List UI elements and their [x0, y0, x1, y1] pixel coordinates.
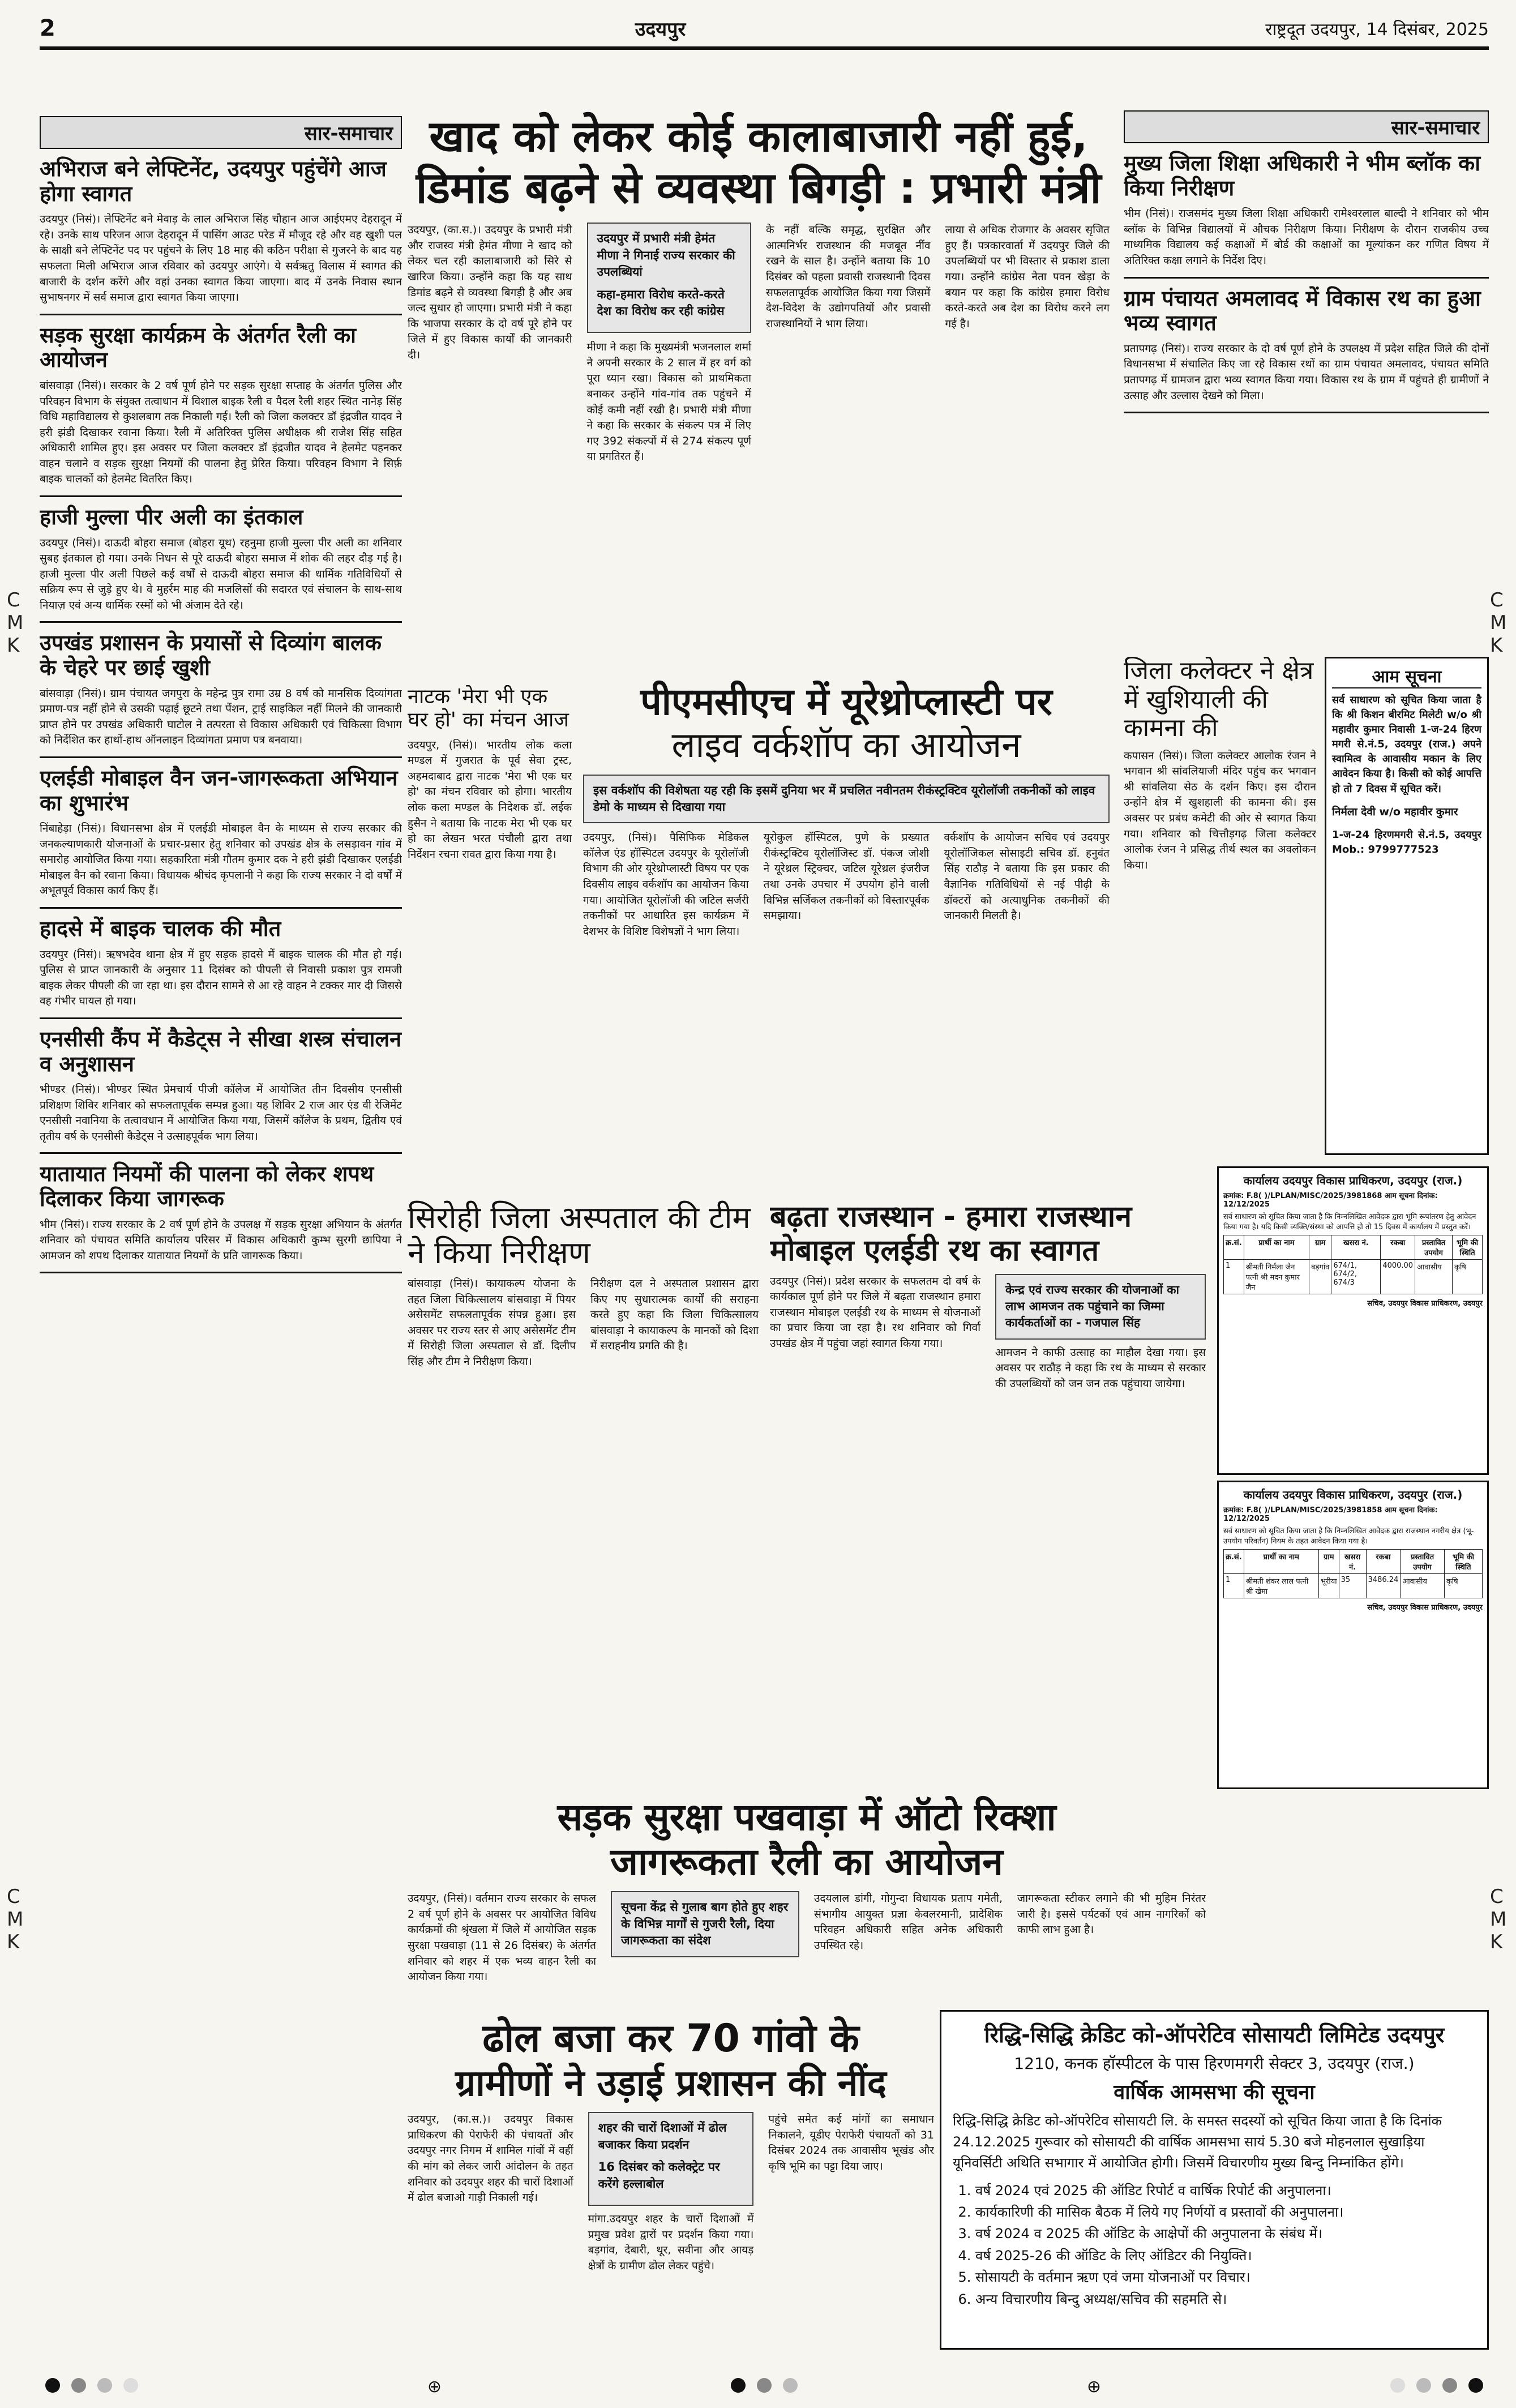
sirohi-body-1: बांसवाड़ा (निसं)। कायाकल्प योजना के तहत जिला चिकित्सालय बांसवाड़ा में पियर असेसमेंट सफलतापूर्वक संपन्न हुआ। इस अवसर पर राज्य स्तर से आए असेसमेंट टीम में सिरोही जिला अस्पताल से डॉ. दिलीप सिंह और टीम ने निरीक्षण किया। — [408, 1277, 576, 1368]
uda-2-cell: श्रीमती शंकर लाल पत्नी श्री खेमा — [1244, 1574, 1318, 1598]
sar-samachar-right: सार-समाचार — [1124, 110, 1489, 143]
article-body: उदयपुर (निसं)। ऋषभदेव थाना क्षेत्र में हुए सड़क हादसे में बाइक चालक की मौत हो गई। पुलिस से प्राप्त जानकारी के अनुसार 11 दिसंबर को पीपली से निवासी प्रकाश पुत्र रामजी बाइक लेकर पीपली की जा रहा था। इस दौरान सामने से आ रहे वाहन ने टक्कर मार दी जिससे वह गंभीर घायल हो गया। — [40, 948, 402, 1008]
sirohi-body-2: निरीक्षण दल ने अस्पताल प्रशासन द्वारा किए गए सुधारात्मक कार्यों की सराहना करते हुए कहा कि जिला चिकित्सालय बांसवाड़ा ने कायाकल्प के मानकों को दिशा में सराहनीय प्रगति की है। — [590, 1277, 759, 1353]
auto-body-2: उदयलाल डांगी, गोगुन्दा विधायक प्रताप गमेती, संभागीय आयुक्त प्रज्ञा केवलरमानी, प्रादेशिक परिवहन अधिकारी सहित अनेक अधिकारी उपस्थित रहे। — [814, 1892, 1003, 1952]
right-news-column — [1124, 110, 1489, 648]
uda-2-header: भूमि की स्थिति — [1444, 1550, 1482, 1574]
dhol-highlight: शहर की चारों दिशाओं में ढोल बजाकर किया प्रदर्शन — [598, 2121, 727, 2152]
lead-highlights — [587, 223, 752, 333]
collector-body: कपासन (निसं)। जिला कलेक्टर आलोक रंजन ने भगवान श्री सांवलियाजी मंदिर पहुंच कर भगवान श्री सांवलिया सेठ के दर्शन किए। इस दौरान उन्होंने क्षेत्र में खुशहाली की कामना की। इस अवसर पर प्रबंध कमेटी की ओर से स्वागत किया गया। शनिवार को चित्तौड़गढ़ जिला कलेक्टर आलोक रंजन ने प्रसिद्ध तीर्थ स्थल का अवलोकन किया। — [1124, 749, 1316, 871]
auto-highlight: सूचना केंद्र से गुलाब बाग होते हुए शहर के विभिन्न मार्गों से गुजरी रैली, दिया जागरूकता का संदेश — [611, 1891, 799, 1957]
article-body: निंबाहेड़ा (निसं)। विधानसभा क्षेत्र में एलईडी मोबाइल वैन के माध्यम से राज्य सरकार की जनकल्याणकारी योजनाओं के प्रचार-प्रसार हेतु शनिवार को उपखंड क्षेत्र के लसड़ावन गांव में समारोह आयोजित किया गया। सहकारिता मंत्री गौतम कुमार दक ने हरी झंडी दिखाकर एलईडी मोबाइल वैन को रवाना किया। विधायक श्रीचंद कृपलानी ने कहा कि राज्य सरकार ने दो वर्षों में अभूतपूर्व विकास कार्य किए हैं। — [40, 822, 402, 897]
society-address: 1210, कनक हॉस्पीटल के पास हिरणमगरी सेक्टर 3, उदयपुर (राज.) — [1014, 2054, 1415, 2073]
print-color-bar — [40, 2375, 1489, 2398]
auto-body-1: उदयपुर, (निसं)। वर्तमान राज्य सरकार के सफल 2 वर्ष पूर्ण होने के अवसर पर आयोजित विविध कार्यक्रमों की श्रृंखला में जिले में आयोजित सड़क सुरक्षा पखवाड़ा (11 से 26 दिसंबर) के अंतर्गत शनिवार को शहर में एक भव्य वाहन रैली का आयोजन किया गया। — [408, 1892, 596, 1983]
uda-notice-2-table — [1223, 1549, 1483, 1598]
rath-article — [770, 1200, 1206, 1783]
agenda-item: 6. अन्य विचारणीय बिन्दु अध्यक्ष/सचिव की सहमति से। — [975, 2289, 1476, 2310]
lead-headline-2: डिमांड बढ़ने से व्यवस्था बिगड़ी : प्रभारी मंत्री — [416, 162, 1102, 213]
uda-1-cell: बड़गांव — [1309, 1260, 1331, 1294]
article-title: सड़क सुरक्षा कार्यक्रम के अंतर्गत रैली का आयोजन — [40, 322, 356, 373]
color-dots-center — [725, 2378, 803, 2395]
article-body: प्रतापगढ़ (निसं)। राज्य सरकार के दो वर्ष पूर्ण होने के उपलक्ष्य में प्रदेश सहित जिले की दोनों विधानसभा में संचालित किए जा रहे विकास रथों का ग्राम पंचायत अमलावद, पंचायत समिति प्रतापगढ़ में ग्रामजन द्वारा भव्य स्वागत किया गया। विकास रथ के ग्राम में पहुंचते ही ग्रामीणों ने उत्साह और उल्लास देखने को मिला। — [1124, 342, 1489, 402]
public-notice-box — [1325, 657, 1489, 1155]
pmch-body-3: वर्कशॉप के आयोजन सचिव एवं उदयपुर यूरोलॉजिकल सोसाइटी सचिव डॉ. हनुवंत सिंह राठौड़ ने बताया कि इस प्रकार की वैज्ञानिक गतिविधियों से नई पीढ़ी के डॉक्टरों को अत्याधुनिक तकनीकों की जानकारी मिलती है। — [944, 831, 1110, 922]
uda-1-cell: कृषि — [1452, 1260, 1482, 1294]
registration-mark-cmk-right-bottom: C M K — [1490, 1885, 1507, 1953]
uda-1-header: भूमि की स्थिति — [1452, 1235, 1482, 1260]
rath-title: बढ़ता राजस्थान - हमारा राजस्थान मोबाइल एलईडी रथ का स्वागत — [770, 1200, 1132, 1268]
agm-agenda-list — [953, 2180, 1476, 2310]
uda-2-header: प्रार्थी का नाम — [1244, 1550, 1318, 1574]
page-number: 2 — [40, 15, 55, 41]
uda-notice-2-sub: क्रमांक: F.8( )/LPLAN/MISC/2025/3981858 आम सूचना दिनांक: 12/12/2025 — [1223, 1506, 1438, 1523]
auto-body-3: जागरूकता स्टीकर लगाने की भी मुहिम निरंतर जारी है। इससे पर्यटकों एवं आम नागरिकों को काफी लाभ हुआ है। — [1017, 1892, 1206, 1936]
agenda-item: 2. कार्यकारिणी की मासिक बैठक में लिये गए निर्णयों व प्रस्तावों की अनुपालना। — [975, 2201, 1476, 2223]
lead-body-3: के नहीं बल्कि समृद्ध, सुरक्षित और आत्मनिर्भर राजस्थान की मजबूत नींव रखने के साल है। उन्होंने बताया कि 10 दिसंबर को पहला प्रवासी राजस्थानी दिवस सफलतापूर्वक आयोजित किया गया जिसमें देश-विदेश के उद्योगपतियों और प्रवासी राजस्थानियों ने भाग लिया। — [766, 224, 931, 330]
article-body: बांसवाड़ा (निसं)। सरकार के 2 वर्ष पूर्ण होने पर सड़क सुरक्षा सप्ताह के अंतर्गत पुलिस और परिवहन विभाग के संयुक्त तत्वाधान में विशाल बाइक रैली व पैदल रैली शहर स्थित नानेड़ सिंह विधि महाविद्यालय से कुशलबाग तक निकाली गई। रैली को जिला कलक्टर डॉ इंद्रजीत यादव ने हरी झंडी दिखाकर रवाना किया। रैली में अतिरिक्त पुलिस अधीक्षक श्री राजेश सिंह सहित अधिकारी शामिल हुए। इस अवसर पर जिला कलक्टर डॉ इंद्रजीत यादव ने हेलमेट पहनकर वाहन चलाने व सड़क सुरक्षा नियमों की पालना हेतु प्रेरित किया। परिवहन विभाग ने सिर्फ़ बाइक चालकों को हेलमेट वितरित किए। — [40, 379, 402, 486]
article-body: उदयपुर (निसं)। लेफ्टिनेंट बने मेवाड़ के लाल अभिराज सिंह चौहान आज आईएमए देहरादून में रहे। उनके साथ परिजन आज देहरादून में पासिंग आउट परेड में मौजूद रहे और वह खुशी पल के साक्षी बने लेफ्टिनेंट पद पर पहुंचने के लिए 18 माह की कठिन परीक्षा से गुजरने के बाद यह सफलता मिली अभिराज आज रविवार को उदयपुर आएंगे। ये सर्वऋतु विलास में स्वागत की बाजारी के दर्शन करेंगे और वहां उनका स्वागत किया जाएगा। बाद में उनके निवास स्थान सुभाषनगर में सर्व समाज द्वारा स्वागत किया जाएगा। — [40, 213, 402, 304]
uda-2-cell: 35 — [1339, 1574, 1366, 1598]
sirohi-article — [408, 1200, 759, 1783]
natak-article — [408, 685, 572, 1195]
uda-notice-1 — [1217, 1166, 1489, 1475]
dhol-highlights — [588, 2112, 754, 2206]
uda-1-cell: 4000.00 — [1381, 1260, 1415, 1294]
article-body: भीम (निसं)। राज्य सरकार के 2 वर्ष पूर्ण होने के उपलक्ष में सड़क सुरक्षा अभियान के अंतर्गत शनिवार को पंचायत समिति कार्यालय परिसर में विकास अधिकारी कुम्भ सुरगी छापिया ने आमजन को शपथ दिलाकर यातायात नियमों के प्रति जागरूक किया। — [40, 1218, 402, 1262]
dhol-highlight: 16 दिसंबर को कलेक्ट्रेट पर करेंगे हल्लाबोल — [598, 2160, 720, 2191]
uda-2-cell: 3486.24 — [1366, 1574, 1401, 1598]
uda-notice-1-text: सर्व साधारण को सूचित किया जाता है कि निम्नलिखित आवेदक द्वारा भूमि रूपांतरण हेतु आवेदन किया गया है। यदि किसी व्यक्ति/संस्था को आपत्ति हो तो 15 दिवस में कार्यालय में प्रस्तुत करें। — [1223, 1213, 1476, 1231]
article-divider — [40, 314, 402, 315]
dhol-headline-2: ग्रामीणों ने उड़ाई प्रशासन की नींद — [455, 2062, 887, 2105]
uda-notice-1-table — [1223, 1235, 1483, 1294]
uda-1-header: प्रार्थी का नाम — [1244, 1235, 1309, 1260]
rath-body-1: उदयपुर (निसं)। प्रदेश सरकार के सफलतम दो वर्ष के कार्यकाल पूर्ण होने पर जिले में बढ़ता राजस्थान हमारा राजस्थान मोबाइल एलईडी रथ के माध्यम से योजनाओं का प्रचार किया जा रहा है। रथ शनिवार को गिर्वा उपखंड क्षेत्र में पहुंचा जहां स्वागत किया गया। — [770, 1274, 980, 1350]
sirohi-title: सिरोही जिला अस्पताल की टीम ने किया निरीक्षण — [408, 1200, 751, 1271]
lead-headline-1: खाद को लेकर कोई कालाबाजारी नहीं हुई, — [429, 111, 1088, 161]
uda-1-header: प्रस्तावित उपयोग — [1415, 1235, 1453, 1260]
article-title: उपखंड प्रशासन के प्रयासों से दिव्यांग बालक के चेहरे पर छाई खुशी — [40, 630, 382, 680]
lead-body-1: उदयपुर, (का.स.)। उदयपुर के प्रभारी मंत्री और राजस्व मंत्री हेमंत मीणा ने खाद को लेकर चल रही कालाबाजारी को सिरे से खारिज किया। उन्होंने कहा कि यह साथ डिमांड बढ़ने से व्यवस्था बिगड़ी है और अब जल्द सुधार हो जाएगा। प्रभारी मंत्री ने कहा कि भाजपा सरकार के दो वर्ष पूरे होने पर जिले में हुए विकास कार्यों की जानकारी दी। — [408, 224, 572, 361]
dhol-body-2: मांगा.उदयपुर शहर के चारों दिशाओं में प्रमुख प्रवेश द्वारों पर प्रदर्शन किया गया। बड़गांव, देबारी, थूर, सवीना और आयड़ क्षेत्रों के ग्रामीण ढोल लेकर पहुंचे। — [588, 2212, 754, 2272]
article-title: ग्राम पंचायत अमलावद में विकास रथ का हुआ भव्य स्वागत — [1124, 285, 1481, 336]
left-article-list — [40, 157, 402, 1273]
article-title: एनसीसी कैंप में कैडेट्स ने सीखा शस्त्र संचालन व अनुशासन — [40, 1026, 402, 1076]
uda-notice-1-sub: क्रमांक: F.8( )/LPLAN/MISC/2025/3981868 आम सूचना दिनांक: 12/12/2025 — [1223, 1192, 1438, 1209]
uda-1-header: क्र.सं. — [1224, 1235, 1244, 1260]
uda-notice-1-title: कार्यालय उदयपुर विकास प्राधिकरण, उदयपुर (राज.) — [1243, 1174, 1463, 1187]
article-divider — [40, 1017, 402, 1019]
color-dots-left — [40, 2378, 144, 2395]
article-divider — [40, 495, 402, 497]
lead-highlight: उदयपुर में प्रभारी मंत्री हेमंत मीणा ने गिनाई राज्य सरकार की उपलब्धियां — [597, 232, 735, 279]
dhol-body-1: उदयपुर, (का.स.)। उदयपुर विकास प्राधिकरण की पेराफेरी की पंचायतों और उदयपुर नगर निगम में शामिल गांवों में वहीं की मांग को लेकर जारी आंदोलन के तहत शनिवार को उदयपुर शहर की चारों दिशाओं में ढोल बजाओ गाड़ी निकाली गई। — [408, 2113, 573, 2204]
lead-story — [408, 110, 1110, 677]
sar-samachar-left: सार-समाचार — [40, 116, 402, 149]
agm-intro: रिद्धि-सिद्धि क्रेडिट को-ऑपरेटिव सोसायटी लि. के समस्त सदस्यों को सूचित किया जाता है कि दिनांक 24.12.2025 गुरूवार को सोसायटी की वार्षिक आमसभा सायं 5.30 बजे मोहनलाल सुखाड़िया यूनिवर्सिटी अथिति सभागार में आयोजित होगी। जिसमें विचारणीय मुख्य बिन्दु निम्नांकित होंगे। — [953, 2113, 1442, 2171]
agenda-item: 5. सोसायटी के वर्तमान ऋण एवं जमा योजनाओं पर विचार। — [975, 2266, 1476, 2288]
collector-title: जिला कलेक्टर ने क्षेत्र में खुशियाली की कामना की — [1124, 657, 1314, 743]
natak-title: नाटक 'मेरा भी एक घर हो' का मंचन आज — [408, 685, 569, 732]
public-notice-address: 1-ज-24 हिरणमगरी से.नं.5, उदयपुर Mob.: 9799777523 — [1332, 829, 1481, 856]
article-title: एलईडी मोबाइल वैन जन-जागरूकता अभियान का शुभारंभ — [40, 765, 398, 815]
color-dots-right — [1385, 2378, 1489, 2395]
article-divider — [40, 907, 402, 909]
uda-2-header: रकबा — [1366, 1550, 1401, 1574]
registration-mark-cmk-left-bottom: C M K — [7, 1885, 24, 1953]
agenda-item: 3. वर्ष 2024 व 2025 की ऑडिट के आक्षेपों की अनुपालना के संबंध में। — [975, 2223, 1476, 2244]
uda-1-cell: आवासीय — [1415, 1260, 1453, 1294]
pmch-headline-1: पीएमसीएच में यूरेथ्रोप्लास्टी पर — [640, 680, 1052, 724]
uda-1-cell: 1 — [1224, 1260, 1244, 1294]
public-notice-title: आम सूचना — [1332, 664, 1481, 688]
article-title: हादसे में बाइक चालक की मौत — [40, 916, 281, 941]
rath-body-2: आमजन ने काफी उत्साह का माहौल देखा गया। इस अवसर पर राठौड़ ने कहा कि रथ के माध्यम से सरकार की उपलब्धियों को जन जन तक पहुंचाया जायेगा। — [995, 1346, 1206, 1390]
edition-date: राष्ट्रदूत उदयपुर, 14 दिसंबर, 2025 — [1265, 19, 1489, 40]
public-notice-body: सर्व साधारण को सूचित किया जाता है कि श्री किशन बीरमिट मिलेटी w/o श्री महावीर कुमार निवासी 1-ज-24 हिरण मगरी से.नं.5, उदयपुर (राज.) अपने स्वामित्व के आवासीय मकान के लिए आवेदन किया है। किसी को कोई आपत्ति हो तो 7 दिवस में सूचित करें। — [1332, 694, 1481, 795]
uda-2-cell: भूरीया — [1318, 1574, 1339, 1598]
uda-notice-2-footer: सचिव, उदयपुर विकास प्राधिकरण, उदयपुर — [1367, 1603, 1483, 1612]
uda-2-header: प्रस्तावित उपयोग — [1401, 1550, 1444, 1574]
registration-mark-cmk-left-top: C M K — [7, 589, 24, 657]
uda-2-header: क्र.सं. — [1224, 1550, 1244, 1574]
collector-article — [1124, 657, 1316, 1166]
uda-notice-2-title: कार्यालय उदयपुर विकास प्राधिकरण, उदयपुर (राज.) — [1243, 1488, 1463, 1502]
uda-1-header: रकबा — [1381, 1235, 1415, 1260]
society-title: रिद्धि-सिद्धि क्रेडिट को-ऑपरेटिव सोसायटी लिमिटेड उदयपुर — [984, 2022, 1445, 2047]
article-divider — [40, 1272, 402, 1273]
article-divider — [40, 756, 402, 758]
article-divider — [1124, 412, 1489, 413]
article-title: हाजी मुल्ला पीर अली का इंतकाल — [40, 504, 303, 529]
article-title: अभिराज बने लेफ्टिनेंट, उदयपुर पहुंचेंगे आज होगा स्वागत — [40, 156, 387, 206]
dhol-article — [408, 2016, 934, 2355]
uda-1-cell: 674/1, 674/2, 674/3 — [1331, 1260, 1381, 1294]
article-body: बांसवाड़ा (निसं)। ग्राम पंचायत जगपुरा के महेन्द्र पुत्र रामा उम्र 8 वर्ष को मानसिक दिव्यांगता प्रमाण-पत्र नहीं होने से उसकी पढ़ाई छूटने तथा पेंशन, ट्राई साइकिल नहीं मिलने की जानकारी प्राप्त होने पर उपखंड अधिकारी घाटोल ने तत्परता से विकास अधिकारी एवं चिकित्सा विभाग को निर्देशित कर हाथों-हाथ ऑनलाइन दिव्यांगता प्रमाण पत्र बनवाया। — [40, 687, 402, 747]
uda-2-cell: कृषि — [1444, 1574, 1482, 1598]
article-body: उदयपुर (निसं)। दाऊदी बोहरा समाज (बोहरा यूथ) रहनुमा हाजी मुल्ला पीर अली का शनिवार सुबह इंतकाल हो गया। उनके निधन से पूरे दाऊदी बोहरा समाज में शोक की लहर दौड़ गई है। हाजी मुल्ला पीर अली पिछले कई वर्षों से दाऊदी बोहरा समाज की धार्मिक गतिविधियों से सक्रिय रूप से जुड़े हुए थे। वे मुहर्रम माह की मजलिसों की सदारत एवं संचालन के साथ-साथ नियाज़ एवं अन्य धार्मिक रस्मों को भी अंजाम देते रहे। — [40, 536, 402, 611]
crosshair-icon: ⊕ — [427, 2376, 442, 2397]
uda-notice-1-footer: सचिव, उदयपुर विकास प्राधिकरण, उदयपुर — [1367, 1299, 1483, 1308]
uda-notice-2-text: सर्व साधारण को सूचित किया जाता है कि निम्नलिखित आवेदक द्वारा राजस्थान नगरीय क्षेत्र (भू-उपयोग परिवर्तन) नियम के तहत आवेदन किया गया है। — [1223, 1527, 1474, 1546]
left-news-column — [40, 116, 402, 2353]
registration-mark-cmk-right-top: C M K — [1490, 589, 1507, 657]
agenda-item: 1. वर्ष 2024 एवं 2025 की ऑडिट रिपोर्ट व वार्षिक रिपोर्ट की अनुपालना। — [975, 2180, 1476, 2201]
lead-highlight: कहा-हमारा विरोध करते-करते देश का विरोध कर रही कांग्रेस — [597, 287, 725, 318]
riddhi-siddhi-notice — [940, 2010, 1489, 2350]
crosshair-icon: ⊕ — [1086, 2376, 1102, 2397]
lead-body-4: लाया से अधिक रोजगार के अवसर सृजित हुए हैं। पत्रकारवार्ता में उदयपुर जिले की उपलब्धियों पर भी विस्तार से प्रकाश डाला गया। उन्होंने कांग्रेस नेता पवन खेड़ा के बयान पर कहा कि कांग्रेस हमारा विरोध करते-करते अब देश का विरोध करने लग गई है। — [945, 224, 1110, 330]
page-city: उदयपुर — [635, 18, 686, 41]
pmch-article — [583, 679, 1110, 1200]
uda-1-header: खसरा नं. — [1331, 1235, 1381, 1260]
uda-notice-2 — [1217, 1481, 1489, 1789]
right-article-list — [1124, 151, 1489, 413]
pmch-body-1: उदयपुर, (निसं)। पैसिफिक मेडिकल कॉलेज एंड हॉस्पिटल उदयपुर के यूरोलॉजी विभाग की ओर यूरेथ्रोप्लास्टी विषय पर एक दिवसीय लाइव वर्कशॉप का आयोजन किया गया। आयोजित यूरोलॉजी की जटिल सर्जरी तकनीकों पर आधारित इस कार्यक्रम में देशभर के विशिष्ट विशेषज्ञों ने भाग लिया। — [583, 831, 749, 938]
dhol-headline-1: ढोल बजा कर 70 गांवो के — [482, 2016, 859, 2061]
pmch-body-2: यूरोकुल हॉस्पिटल, पुणे के प्रख्यात रीकंस्ट्रक्टिव यूरोलॉजिस्ट डॉ. पंकज जोशी ने यूरेथ्रल स्ट्रिक्चर, जटिल यूरेथ्रल इंजरीज तथा उनके उपचार में उपयोग होने वाली विभिन्न सर्जिकल तकनीकों को विस्तारपूर्वक समझाया। — [763, 831, 930, 922]
auto-headline-2: जागरूकता रैली का आयोजन — [610, 1840, 1003, 1884]
dhol-body-3: पहुंचे समेत कई मांगों का समाधान निकालने, यूडीए पेराफेरी पंचायतों को 31 दिसंबर 2024 तक आवासीय भूखंड और कृषि भूमि का पट्टा दिया जाए। — [768, 2113, 934, 2173]
uda-2-cell: आवासीय — [1401, 1574, 1444, 1598]
agm-heading: वार्षिक आमसभा की सूचना — [1114, 2081, 1315, 2104]
natak-body: उदयपुर, (निसं)। भारतीय लोक कला मण्डल में गुजरात के पूर्व सेवा ट्रस्ट, अहमदाबाद द्वारा नाटक 'मेरा भी एक घर हो' का मंचन रविवार को होगा। भारतीय लोक कला मण्डल के निदेशक डॉ. लईक हुसैन ने बताया कि नाटक मेरा भी एक घर हो का लेखन भरत पंचौली द्वारा तथा निर्देशन रचना रावत द्वारा किया गया है। — [408, 738, 572, 861]
auto-headline-1: सड़क सुरक्षा पखवाड़ा में ऑटो रिक्शा — [557, 1795, 1056, 1839]
lead-body-2: मीणा ने कहा कि मुख्यमंत्री भजनलाल शर्मा ने अपनी सरकार के 2 साल में हर वर्ग को पूरा ध्यान रखा। विकास को प्राथमिकता बनाकर उन्होंने गांव-गांव तक पहुंचने में कोई कमी नहीं रखी है। प्रभारी मंत्री मीणा ने कहा कि सरकार के संकल्प पत्र में लिए गए 392 संकल्पों में से 274 संकल्प पूर्ण या प्रगतिरत हैं। — [586, 341, 751, 463]
uda-2-header: खसरा नं. — [1339, 1550, 1366, 1574]
pmch-highlight: इस वर्कशॉप की विशेषता यह रही कि इसमें दुनिया भर में प्रचलित नवीनतम रीकंस्ट्रक्टिव यूरोलॉजी तकनीकों को लाइव डेमो के माध्यम से दिखाया गया — [583, 775, 1110, 824]
article-body: भीण्डर (निसं)। भीण्डर स्थित प्रेमचार्य पीजी कॉलेज में आयोजित तीन दिवसीय एनसीसी प्रशिक्षण शिविर शनिवार को सफलतापूर्वक सम्पन्न हुआ। यह शिविर 2 राज आर एंड वी रेजिमेंट एनसीसी नवानिया के तत्वावधान में आयोजित किया गया, जिसमें कॉलेज के प्रथम, द्वितीय एवं तृतीय वर्ष के एनसीसी कैडेट्स ने उत्साहपूर्वक भाग लिया। — [40, 1083, 402, 1143]
article-title: मुख्य जिला शिक्षा अधिकारी ने भीम ब्लॉक का किया निरीक्षण — [1124, 151, 1481, 200]
agenda-item: 4. वर्ष 2025-26 की ऑडिट के लिए ऑडिटर की नियुक्ति। — [975, 2245, 1476, 2266]
public-notice-signatory: निर्मला देवी w/o महावीर कुमार — [1332, 805, 1458, 818]
pmch-headline-2: लाइव वर्कशॉप का आयोजन — [671, 724, 1021, 766]
article-divider — [40, 621, 402, 623]
uda-2-cell: 1 — [1224, 1574, 1244, 1598]
article-divider — [1124, 277, 1489, 279]
uda-1-cell: श्रीमती निर्मला जैन पत्नी श्री मदन कुमार जैन — [1244, 1260, 1309, 1294]
uda-1-header: ग्राम — [1309, 1235, 1331, 1260]
uda-2-header: ग्राम — [1318, 1550, 1339, 1574]
article-body: भीम (निसं)। राजसमंद मुख्य जिला शिक्षा अधिकारी रामेश्वरलाल बाल्दी ने शनिवार को भीम ब्लॉक के विभिन्न विद्यालयों में औचक निरीक्षण किया। निरीक्षण के दौरान राजकीय उच्च माध्यमिक विद्यालय कई कक्षाओं में बोर्ड की कक्षाओं का मूल्यांकन कर गणित विषय में अतिरिक्त कक्षा लगाने के निर्देश दिए। — [1124, 207, 1489, 267]
article-title: यातायात नियमों की पालना को लेकर शपथ दिलाकर किया जागरूक — [40, 1161, 374, 1212]
rath-highlight: केन्द्र एवं राज्य सरकार की योजनाओं का लाभ आमजन तक पहुंचाने का जिम्मा कार्यकर्ताओं का - गजपाल सिंह — [995, 1274, 1206, 1340]
article-divider — [40, 1152, 402, 1154]
page-header — [40, 10, 1489, 50]
auto-rally-article — [408, 1795, 1206, 2010]
